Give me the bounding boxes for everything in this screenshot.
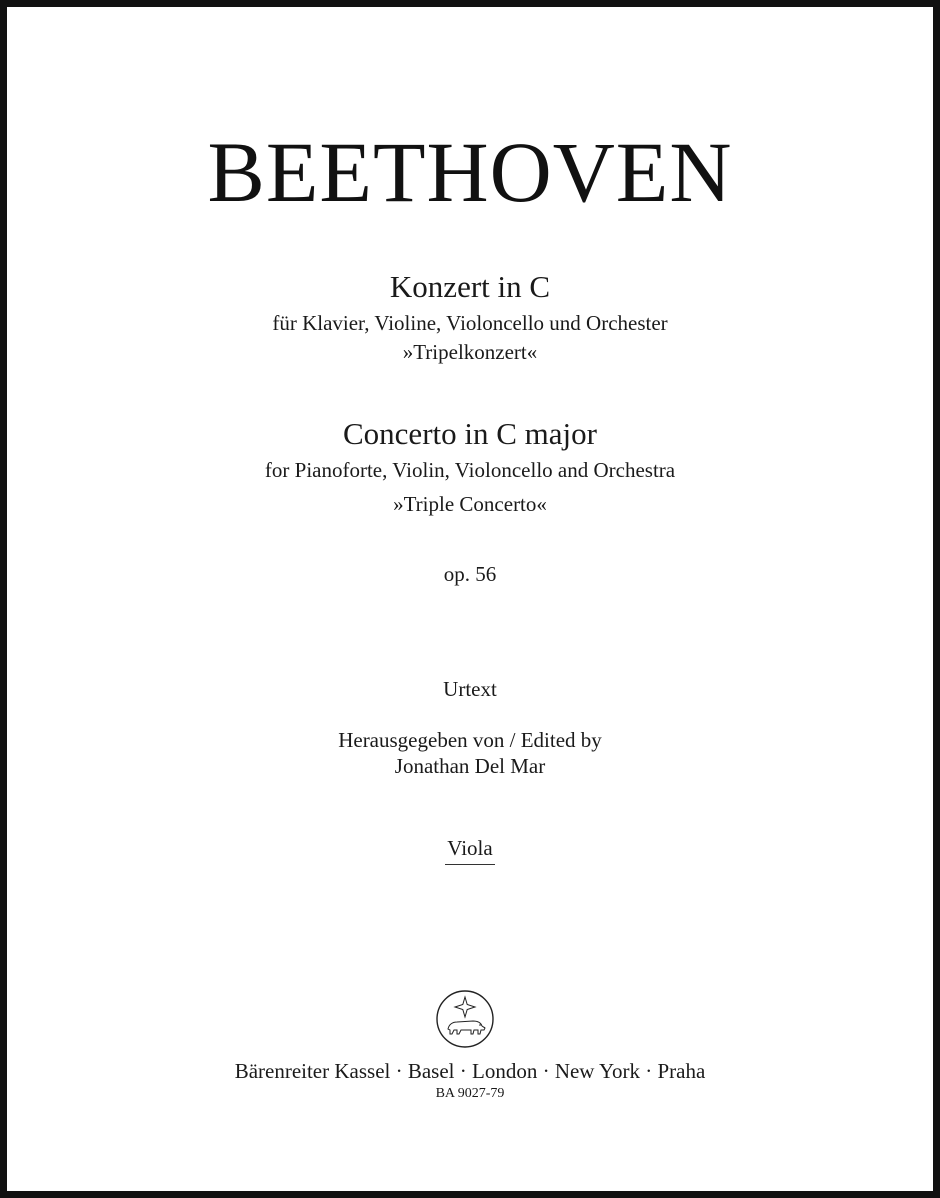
german-nickname: »Tripelkonzert«	[402, 340, 538, 364]
editor-name: Jonathan Del Mar	[394, 754, 546, 778]
opus-number: op. 56	[443, 562, 497, 586]
instrument-block	[0, 834, 940, 865]
catalog-number: BA 9027-79	[435, 1086, 505, 1101]
edited-by-label: Herausgegeben von / Edited by	[338, 728, 602, 752]
baerenreiter-bear-star-logo-icon	[435, 989, 495, 1049]
german-subtitle: für Klavier, Violine, Violoncello und Orchester	[272, 311, 668, 335]
edition-type: Urtext	[443, 677, 497, 701]
composer-name: BEETHOVEN	[207, 124, 733, 220]
english-title: Concerto in C major	[343, 416, 597, 451]
english-subtitle: for Pianoforte, Violin, Violoncello and Orchestra	[264, 458, 676, 482]
instrument-name: Viola	[445, 834, 494, 865]
publisher-line: Bärenreiter Kassel · Basel · London · New York · Praha	[234, 1059, 706, 1083]
english-nickname: »Triple Concerto«	[393, 492, 547, 516]
german-title: Konzert in C	[389, 269, 551, 304]
